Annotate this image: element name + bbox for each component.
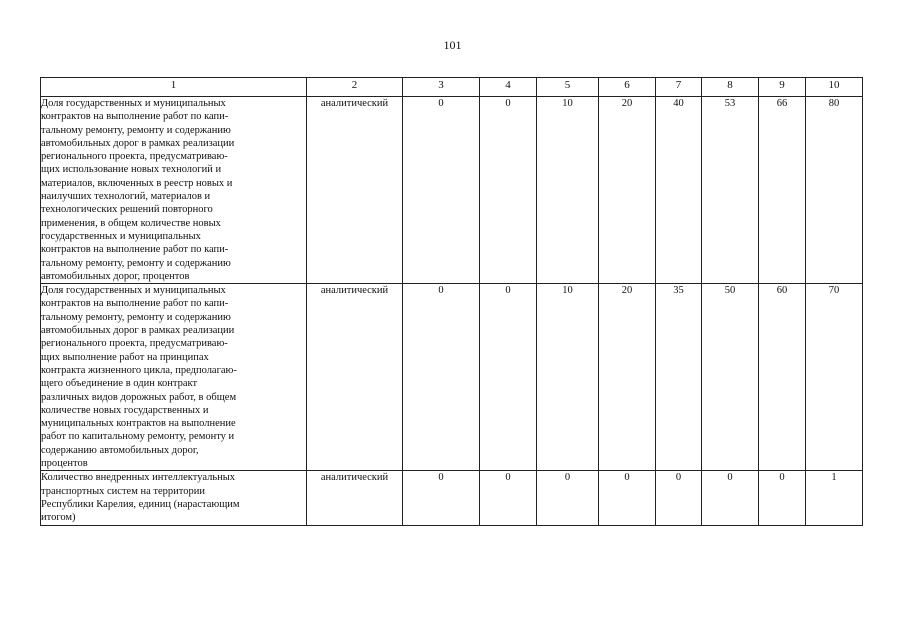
indicator-name-line: процентов — [41, 458, 88, 470]
indicator-name-line: материалов, включенных в реестр новых и — [41, 177, 233, 189]
indicator-name — [41, 284, 307, 471]
indicator-name-line: применения, в общем количестве новых — [41, 217, 221, 229]
indicator-name-line: Республики Карелия, единиц (нарастающим — [41, 498, 240, 510]
indicator-name-line: Количество внедренных интеллектуальных — [41, 472, 236, 484]
column-header-4: 4 — [480, 78, 537, 97]
value-cell: 10 — [537, 97, 599, 284]
indicator-name-line: наилучших технологий, материалов и — [41, 191, 211, 203]
value-cell: 40 — [656, 97, 702, 284]
value-cell: 0 — [656, 471, 702, 525]
indicator-name-line: контрактов на выполнение работ по капи- — [41, 244, 229, 256]
value-cell: 35 — [656, 284, 702, 471]
column-header-7: 7 — [656, 78, 702, 97]
indicator-name-line: транспортных систем на территории — [41, 485, 205, 497]
column-header-10: 10 — [806, 78, 863, 97]
indicator-name-line: тальному ремонту, ремонту и содержанию — [41, 311, 231, 323]
value-cell: 0 — [403, 471, 480, 525]
column-header-5: 5 — [537, 78, 599, 97]
indicator-name-line: количестве новых государственных и — [41, 404, 209, 416]
indicator-name-line: муниципальных контрактов на выполнение — [41, 418, 236, 430]
table-row — [41, 97, 863, 284]
indicator-name-line: Доля государственных и муниципальных — [41, 285, 226, 297]
value-cell: 0 — [480, 471, 537, 525]
page-number: 101 — [443, 38, 462, 52]
indicator-name — [41, 471, 307, 525]
value-cell: 20 — [599, 284, 656, 471]
value-cell: 50 — [702, 284, 759, 471]
column-header-8: 8 — [702, 78, 759, 97]
value-cell: 0 — [537, 471, 599, 525]
indicator-name-line: Доля государственных и муниципальных — [41, 98, 226, 109]
method-cell: аналитический — [307, 284, 403, 471]
value-cell: 60 — [759, 284, 806, 471]
indicator-name-line: тальному ремонту, ремонту и содержанию — [41, 124, 231, 136]
column-header-2: 2 — [307, 78, 403, 97]
indicator-name-line: щего объединение в один контракт — [41, 378, 198, 390]
value-cell: 0 — [403, 284, 480, 471]
value-cell: 1 — [806, 471, 863, 525]
column-header-3: 3 — [403, 78, 480, 97]
table-row — [41, 471, 863, 525]
indicator-name-line: автомобильных дорог в рамках реализации — [41, 137, 235, 149]
value-cell: 70 — [806, 284, 863, 471]
column-header-9: 9 — [759, 78, 806, 97]
indicator-name-line: автомобильных дорог в рамках реализации — [41, 325, 235, 337]
header-row — [41, 78, 863, 97]
indicator-name-line: регионального проекта, предусматриваю- — [41, 338, 228, 350]
value-cell: 0 — [759, 471, 806, 525]
column-header-1: 1 — [41, 78, 307, 97]
indicator-name-line: щих использование новых технологий и — [41, 164, 222, 176]
column-header-6: 6 — [599, 78, 656, 97]
method-cell: аналитический — [307, 471, 403, 525]
indicator-name-line: различных видов дорожных работ, в общем — [41, 391, 237, 403]
indicator-name-line: государственных и муниципальных — [41, 230, 201, 242]
indicator-name-line: контрактов на выполнение работ по капи- — [41, 111, 229, 123]
value-cell: 80 — [806, 97, 863, 284]
value-cell: 0 — [599, 471, 656, 525]
table-row — [41, 284, 863, 471]
indicator-name-line: итогом) — [41, 512, 76, 524]
indicator-name-line: контрактов на выполнение работ по капи- — [41, 298, 229, 310]
indicator-name-line: контракта жизненного цикла, предполагаю- — [41, 364, 237, 376]
indicator-name-line: работ по капитальному ремонту, ремонту и — [41, 431, 235, 443]
indicators-table — [40, 77, 863, 526]
indicator-name-line: содержанию автомобильных дорог, — [41, 444, 199, 456]
indicator-name-line: регионального проекта, предусматриваю- — [41, 151, 228, 163]
indicator-name-line: технологических решений повторного — [41, 204, 213, 216]
indicator-name-line: тальному ремонту, ремонту и содержанию — [41, 257, 231, 269]
value-cell: 66 — [759, 97, 806, 284]
value-cell: 0 — [403, 97, 480, 284]
value-cell: 20 — [599, 97, 656, 284]
indicator-name — [41, 97, 307, 284]
value-cell: 0 — [702, 471, 759, 525]
value-cell: 0 — [480, 97, 537, 284]
method-cell: аналитический — [307, 97, 403, 284]
value-cell: 10 — [537, 284, 599, 471]
value-cell: 0 — [480, 284, 537, 471]
indicator-name-line: щих выполнение работ на принципах — [41, 351, 209, 363]
value-cell: 53 — [702, 97, 759, 284]
indicator-name-line: автомобильных дорог, процентов — [41, 270, 190, 282]
